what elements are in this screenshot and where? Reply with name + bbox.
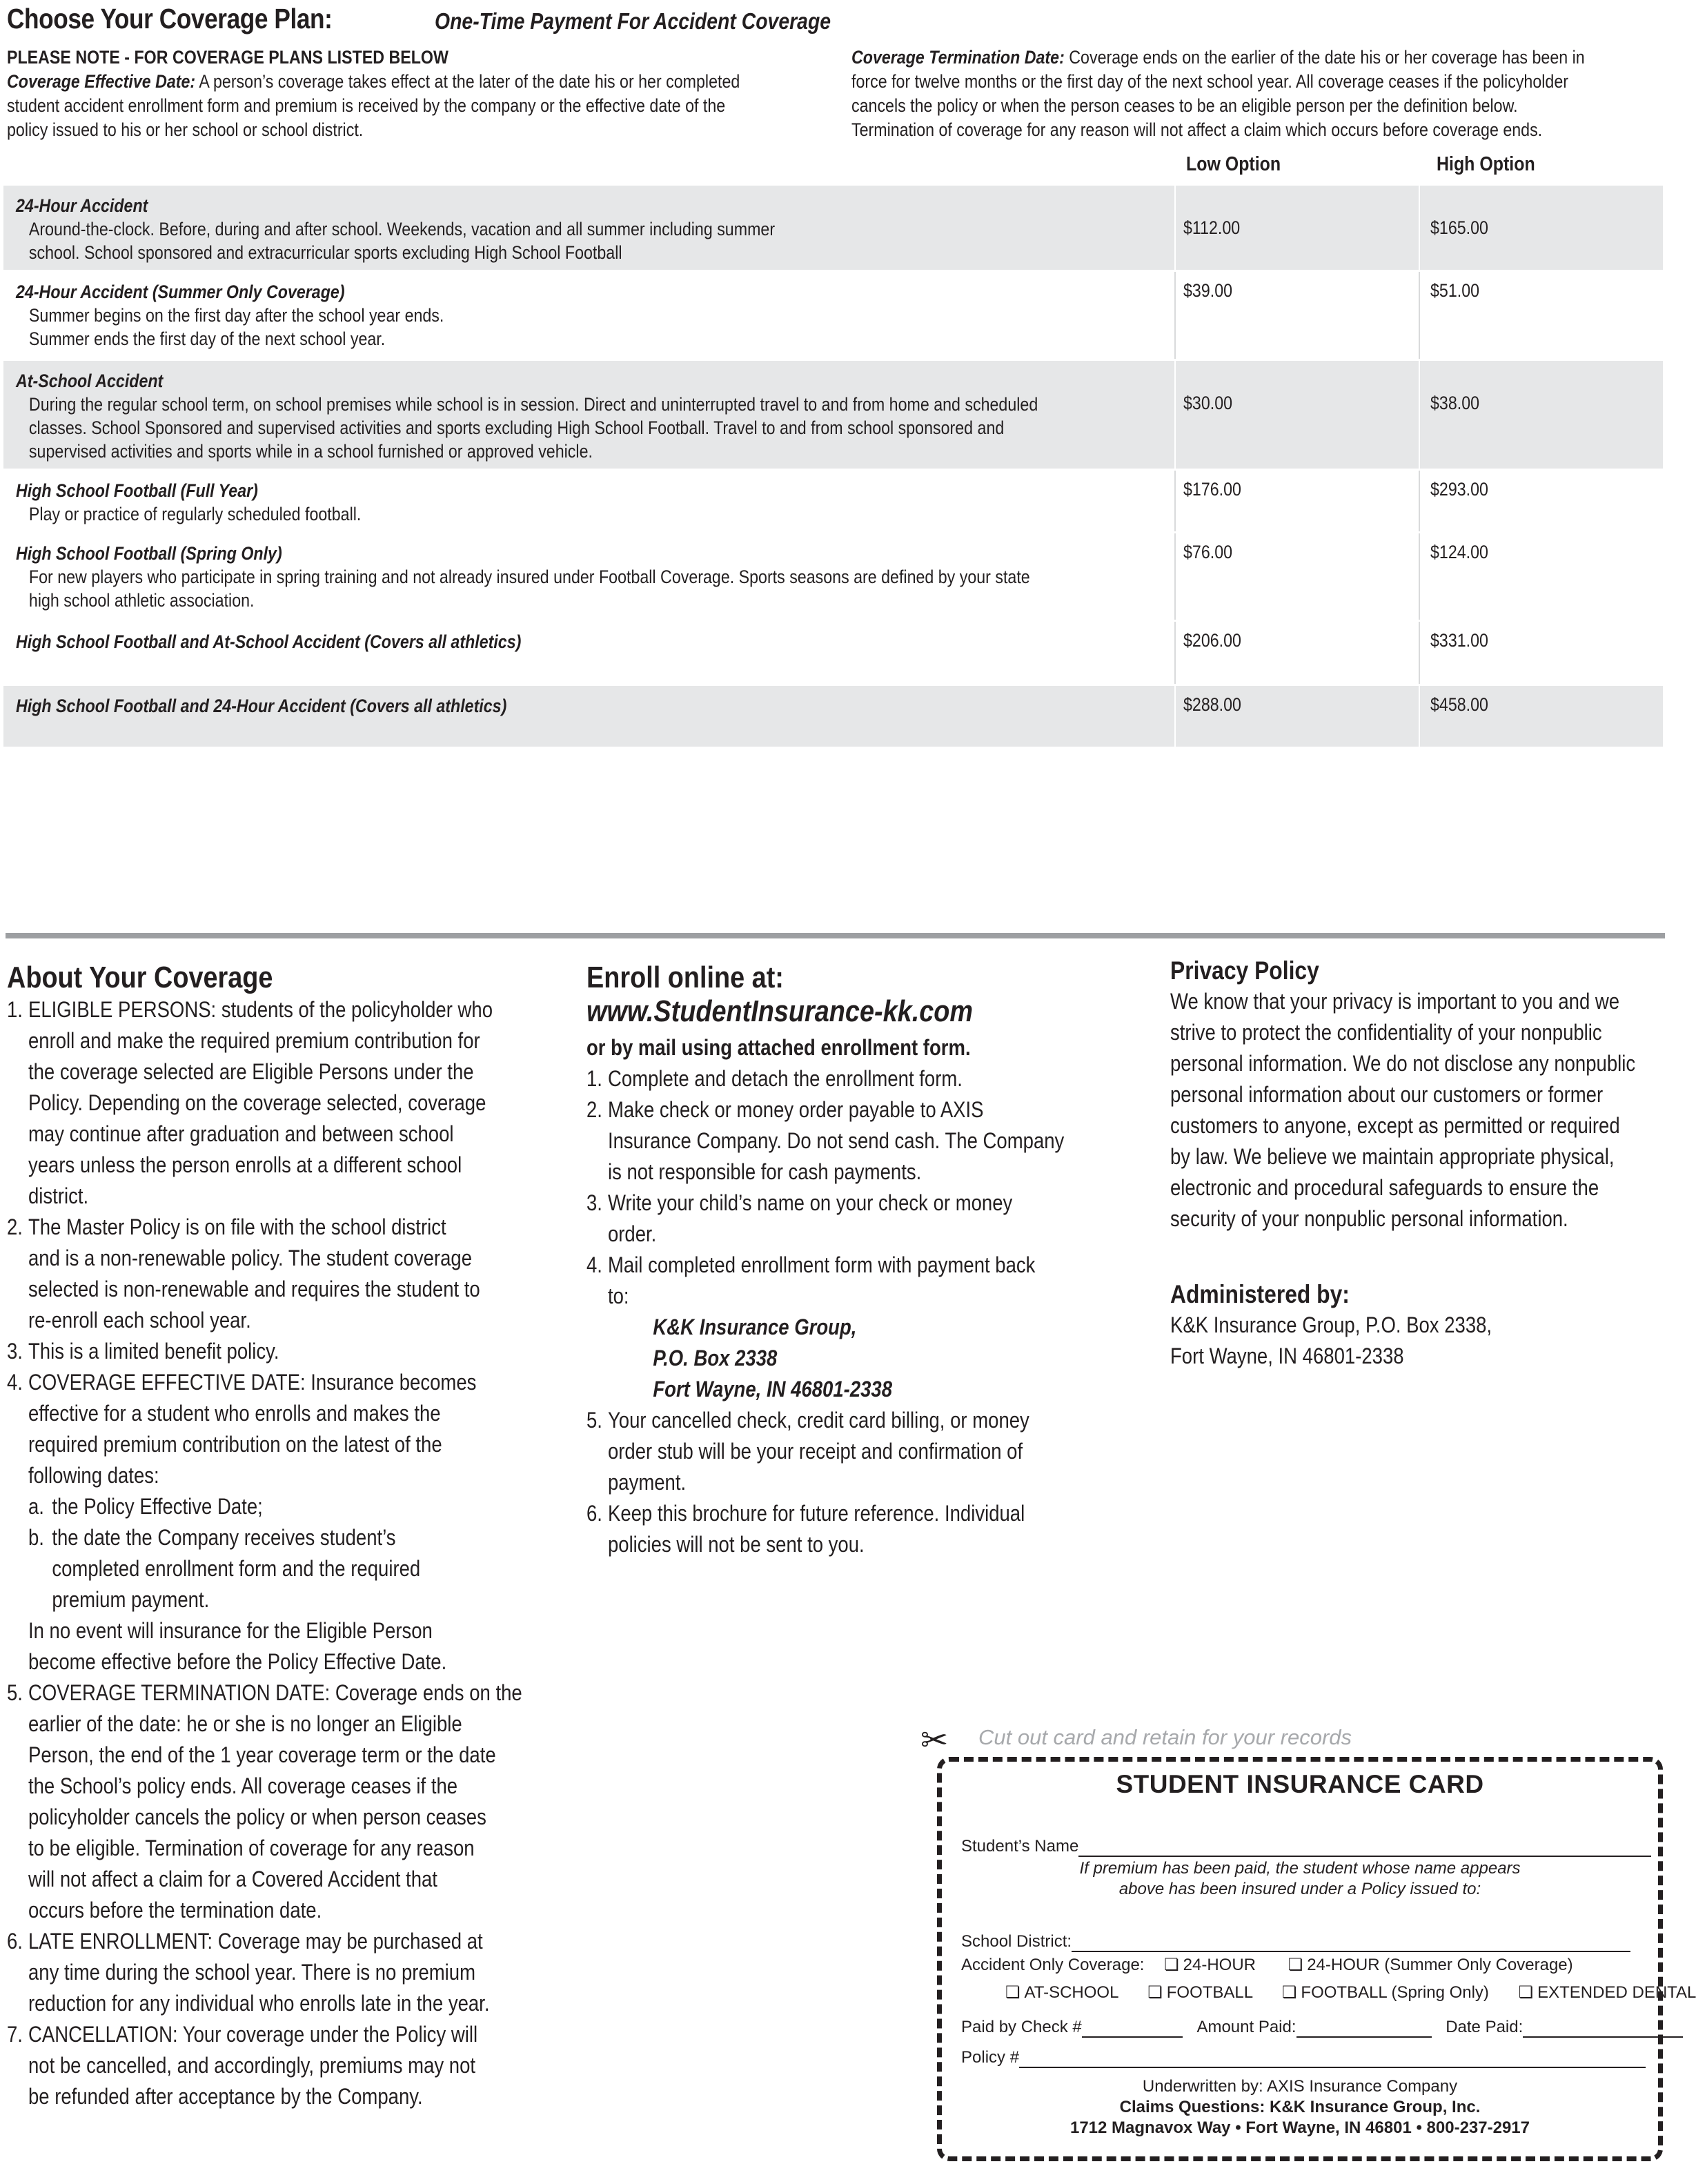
plan-row [3, 270, 1663, 359]
item4-tail: In no event will insurance for the Eligible Person become effective before the Policy Effective Date. [28, 1618, 447, 1674]
page-subtitle: One-Time Payment For Accident Coverage [435, 8, 831, 34]
cut-out-instruction [920, 1722, 1666, 1759]
plan-name: High School Football (Full Year) [16, 480, 258, 501]
low-option-header: Low Option [1186, 153, 1281, 175]
accident-only-label: Accident Only Coverage: [961, 1956, 1145, 1974]
plan-description: high school athletic association. [28, 590, 255, 611]
option-football[interactable]: ❏ FOOTBALL [1147, 1983, 1253, 2002]
list-item: 6. Keep this brochure for future reference. Individual policies will not be sent to you. [586, 1501, 1025, 1557]
mail-instructions-heading: or by mail using attached enrollment form. [586, 1035, 971, 1060]
plan-row [3, 359, 1663, 469]
plan-name: At-School Accident [16, 371, 164, 391]
termination-date-text: Termination of coverage for any reason will not affect a claim which occurs before coverage ends. [851, 119, 1543, 140]
plan-low-price: $176.00 [1183, 479, 1241, 500]
page-header [7, 3, 1677, 36]
option-extended-dental[interactable]: ❏ EXTENDED DENTAL [1518, 1983, 1696, 2002]
plan-description: Play or practice of regularly scheduled football. [28, 504, 362, 524]
privacy-section [1170, 955, 1636, 1372]
plan-name: High School Football and 24-Hour Accident (Covers all athletics) [16, 696, 507, 716]
claims-questions: Claims Questions: K&K Insurance Group, Inc. [1119, 2098, 1481, 2116]
enroll-steps-list-continued [586, 1405, 1073, 1560]
coverage-plans-table [3, 184, 1663, 747]
coverage-options-row-2 [1005, 1983, 1696, 2003]
termination-date-label: Coverage Termination Date: [851, 47, 1065, 68]
list-item: 4. Mail completed enrollment form with payment back to: [586, 1252, 1036, 1308]
please-note-heading: PLEASE NOTE - FOR COVERAGE PLANS LISTED BELOW [7, 47, 448, 68]
plan-description: supervised activities and sports while in a school furnished or approved vehicle. [28, 441, 593, 462]
plan-name: High School Football (Spring Only) [16, 543, 282, 564]
enroll-steps-list [586, 1063, 1073, 1312]
coverage-options-row-1 [961, 1955, 1573, 1976]
plan-description: During the regular school term, on school premises while school is in session. Direct and uninterrupted travel to and from home and scheduled [28, 394, 1038, 415]
enroll-title: Enroll online at: [586, 961, 784, 994]
plan-description: Summer begins on the first day after the school year ends. [28, 305, 444, 326]
plan-description: classes. School Sponsored and supervised activities and sports excluding High School Football. Travel to and from school sponsored and [28, 417, 1005, 438]
termination-date-text: cancels the policy or when the person ceases to be an eligible person per the definition below. [851, 95, 1518, 116]
about-coverage-list [7, 994, 493, 1491]
list-item: 4. COVERAGE EFFECTIVE DATE: Insurance becomes effective for a student who enrolls and makes the required premium contribution on the latest of the following dates: [7, 1370, 477, 1488]
checkbox-icon: ❏ [1005, 1983, 1020, 2002]
mailing-address: K&K Insurance Group, P.O. Box 2338 Fort Wayne, IN 46801-2338 [653, 1315, 893, 1401]
checkbox-icon: ❏ [1288, 1956, 1303, 1974]
plan-low-price: $30.00 [1183, 393, 1233, 413]
list-item: 6. LATE ENROLLMENT: Coverage may be purchased at any time during the school year. There is no premium reduction for any individual who enrolls late in the year. [7, 1929, 490, 2016]
effective-date-label: Coverage Effective Date: [7, 71, 196, 92]
list-item: 1. ELIGIBLE PERSONS: students of the policyholder who enroll and make the required premium contribution for the coverage selected are Eligible Persons under the Policy. Depending on the coverage selected, coverage may continue after graduation and between school years unless the person enrolls at a different school district. [7, 997, 493, 1208]
section-divider [6, 933, 1665, 938]
list-item: 3. This is a limited benefit policy. [7, 1339, 279, 1364]
plan-row [3, 469, 1663, 531]
plan-description: Around-the-clock. Before, during and after school. Weekends, vacation and all summer including summer [28, 219, 776, 239]
enroll-section [586, 962, 1073, 1560]
checkbox-icon: ❏ [1147, 1983, 1163, 2002]
policy-number-label: Policy # [961, 2048, 1020, 2067]
about-coverage-list-continued [7, 1678, 522, 2112]
plan-name: 24-Hour Accident (Summer Only Coverage) [16, 282, 345, 302]
plan-description: For new players who participate in spring training and not already insured under Football Coverage. Sports seasons are defined by your state [28, 567, 1030, 587]
student-name-label: Student’s Name [961, 1837, 1079, 1856]
plan-low-price: $206.00 [1183, 630, 1241, 651]
school-district-label: School District: [961, 1932, 1072, 1951]
list-item: 5. COVERAGE TERMINATION DATE: Coverage ends on the earlier of the date: he or she is no longer an Eligible Person, the end of the 1 year coverage term or the date the School’s policy ends. All coverage ceases if the policyholder cancels the policy or when person ceases to be eligible. Termination of coverage for any reason will not affect a claim for a Covered Accident that occurs before the termination date. [7, 1680, 522, 1922]
student-insurance-card [937, 1757, 1696, 2161]
checkbox-icon: ❏ [1518, 1983, 1534, 2002]
enroll-url-link[interactable]: www.StudentInsurance-kk.com [586, 994, 974, 1028]
termination-date-text: Coverage ends on the earlier of the date his or her coverage has been in [1064, 47, 1585, 68]
list-item: 1. Complete and detach the enrollment form. [586, 1066, 963, 1091]
privacy-title: Privacy Policy [1170, 956, 1319, 985]
plan-description: school. School sponsored and extracurricular sports excluding High School Football [28, 242, 622, 263]
privacy-text: We know that your privacy is important to you and we strive to protect the confidentiality of your nonpublic personal information. We do not disclose any nonpublic personal information about our customers or former customers to anyone, except as permitted or required by law. We believe we maintain appropriate physical, electronic and procedural safeguards to ensure the security of your nonpublic personal information. [1170, 989, 1636, 1231]
plan-row [3, 531, 1663, 620]
plan-name: High School Football and At-School Accident (Covers all athletics) [16, 631, 522, 652]
termination-date-note [851, 46, 1641, 142]
termination-date-text: force for twelve months or the first day of the next school year. All coverage ceases if the policyholder [851, 71, 1568, 92]
about-coverage-title: About Your Coverage [7, 961, 273, 994]
page-title: Choose Your Coverage Plan: [7, 3, 333, 35]
plan-name: 24-Hour Accident [16, 195, 148, 216]
paid-by-check-field[interactable]: Paid by Check # [961, 2018, 1183, 2036]
plan-high-price: $51.00 [1430, 280, 1480, 301]
checkbox-icon: ❏ [1164, 1956, 1179, 1974]
student-name-field[interactable] [961, 1836, 1651, 1857]
list-item: 5. Your cancelled check, credit card billing, or money order stub will be your receipt and confirmation of payment. [586, 1408, 1029, 1495]
plan-low-price: $112.00 [1183, 217, 1241, 238]
plan-low-price: $39.00 [1183, 280, 1233, 301]
plan-low-price: $76.00 [1183, 542, 1233, 562]
plan-row [3, 684, 1663, 747]
effective-date-note [7, 46, 796, 142]
list-item: 2. Make check or money order payable to AXIS Insurance Company. Do not send cash. The Company is not responsible for cash payments. [586, 1097, 1065, 1184]
cut-out-text: Cut out card and retain for your records [978, 1725, 1352, 1749]
option-at-school[interactable]: ❏ AT-SCHOOL [1005, 1983, 1118, 2002]
high-option-header: High Option [1437, 153, 1535, 175]
list-item: 3. Write your child’s name on your check or money order. [586, 1190, 1013, 1246]
plan-high-price: $124.00 [1430, 542, 1488, 562]
premium-note: If premium has been paid, the student whose name appears above has been insured under a Policy issued to: [1079, 1859, 1521, 1898]
policy-number-field[interactable] [961, 2047, 1646, 2068]
plan-row [3, 620, 1663, 684]
administered-by-title: Administered by: [1170, 1280, 1350, 1308]
school-district-field[interactable] [961, 1931, 1630, 1952]
list-item: 7. CANCELLATION: Your coverage under the Policy will not be cancelled, and accordingly, premiums may not be refunded after acceptance by the Company. [7, 2022, 478, 2109]
option-24-hour[interactable]: ❏ 24-HOUR [1164, 1956, 1256, 1974]
plan-high-price: $331.00 [1430, 630, 1488, 651]
date-paid-field[interactable]: Date Paid: [1446, 2018, 1683, 2036]
plan-row [3, 184, 1663, 270]
effective-date-text: A person’s coverage takes effect at the later of the date his or her completed [195, 71, 740, 92]
effective-date-text: policy issued to his or her school or school district. [7, 119, 364, 140]
about-coverage-section [7, 961, 522, 2112]
amount-paid-field[interactable]: Amount Paid: [1196, 2018, 1431, 2036]
scissors-icon: ✂ [920, 1722, 949, 1759]
underwritten-by: Underwritten by: AXIS Insurance Company [1142, 2077, 1458, 2096]
administrator-address: K&K Insurance Group, P.O. Box 2338, Fort Wayne, IN 46801-2338 [1170, 1312, 1492, 1368]
plan-high-price: $458.00 [1430, 694, 1488, 715]
plan-description: Summer ends the first day of the next school year. [28, 328, 386, 349]
plan-high-price: $38.00 [1430, 393, 1480, 413]
option-24-hour-summer[interactable]: ❏ 24-HOUR (Summer Only Coverage) [1288, 1956, 1573, 1974]
plan-high-price: $293.00 [1430, 479, 1488, 500]
payment-row [961, 2017, 1683, 2038]
option-football-spring[interactable]: ❏ FOOTBALL (Spring Only) [1281, 1983, 1489, 2002]
sub-list-item: b. the date the Company receives student’s completed enrollment form and the required premium payment. [28, 1525, 421, 1612]
plan-high-price: $165.00 [1430, 217, 1488, 238]
sub-list-item: a. the Policy Effective Date; [28, 1494, 263, 1519]
card-title: STUDENT INSURANCE CARD [1116, 1770, 1484, 1798]
effective-date-text: student accident enrollment form and premium is received by the company or the effective date of the [7, 95, 726, 116]
list-item: 2. The Master Policy is on file with the school district and is a non-renewable policy. The student coverage selected is non-renewable and requires the student to re-enroll each school year. [7, 1214, 480, 1332]
plan-low-price: $288.00 [1183, 694, 1241, 715]
checkbox-icon: ❏ [1281, 1983, 1297, 2002]
claims-address: 1712 Magnavox Way • Fort Wayne, IN 46801 • 800-237-2917 [1069, 2118, 1530, 2137]
